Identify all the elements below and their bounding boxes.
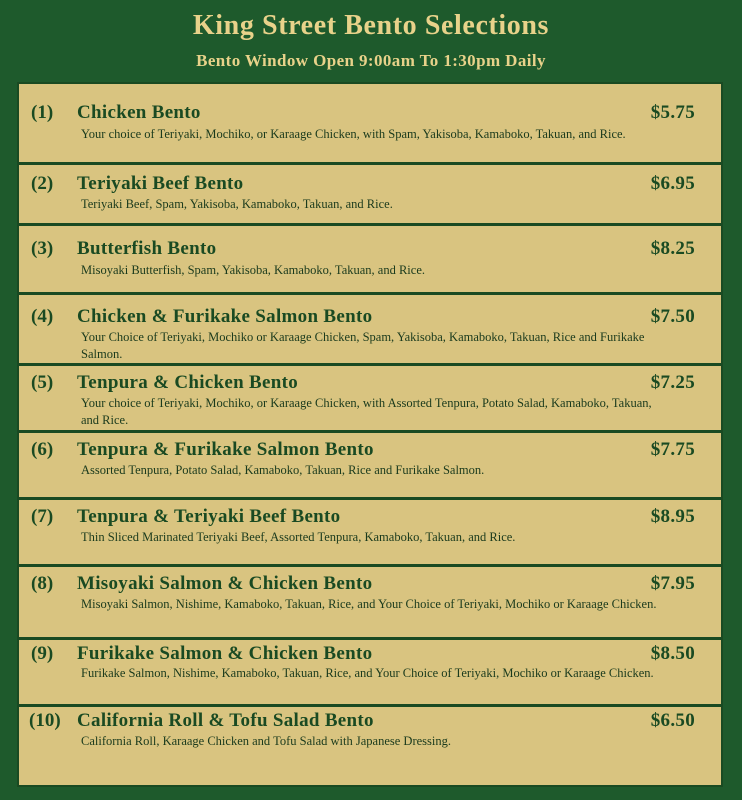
item-description: Your Choice of Teriyaki, Mochiko or Karaage Chicken, Spam, Yakisoba, Kamaboko, Takuan, Rice and Furikake Salmon.	[81, 330, 645, 361]
page-title: King Street Bento Selections	[192, 10, 550, 41]
item-number: (3)	[31, 238, 54, 259]
item-name: Tenpura & Teriyaki Beef Bento	[77, 506, 341, 527]
menu-item-9	[19, 640, 721, 704]
item-price: $8.95	[650, 506, 695, 527]
item-number: (4)	[31, 306, 54, 327]
item-name: Teriyaki Beef Bento	[77, 173, 244, 194]
menu-item-6	[19, 433, 721, 497]
item-description: Assorted Tenpura, Potato Salad, Kamaboko, Takuan, Rice and Furikake Salmon.	[81, 463, 485, 477]
item-number: (1)	[31, 102, 54, 123]
menu-item-8	[19, 567, 721, 637]
item-price: $6.95	[650, 173, 695, 194]
item-number: (8)	[31, 573, 54, 594]
item-number: (9)	[31, 643, 54, 664]
item-number: (2)	[31, 173, 54, 194]
item-name: Tenpura & Chicken Bento	[77, 372, 299, 393]
menu-item-4	[19, 295, 721, 363]
menu-item-10	[19, 707, 721, 785]
item-name: Butterfish Bento	[77, 238, 217, 259]
menu-item-2	[19, 165, 721, 223]
menu-item-7	[19, 500, 721, 564]
item-description: Misoyaki Salmon, Nishime, Kamaboko, Takuan, Rice, and Your Choice of Teriyaki, Mochiko or Karaage Chicken.	[81, 597, 657, 611]
item-price: $7.50	[650, 306, 695, 327]
item-number: (5)	[31, 372, 54, 393]
item-price: $6.50	[650, 710, 695, 731]
item-price: $5.75	[650, 102, 695, 123]
item-number: (7)	[31, 506, 54, 527]
menu-item-3	[19, 226, 721, 292]
menu-header	[0, 0, 742, 84]
menu-panel	[17, 84, 723, 787]
item-name: Chicken Bento	[77, 102, 201, 123]
item-name: Furikake Salmon & Chicken Bento	[77, 643, 373, 664]
item-description: Furikake Salmon, Nishime, Kamaboko, Takuan, Rice, and Your Choice of Teriyaki, Mochiko or Karaage Chicken.	[81, 666, 654, 680]
menu-item-1	[19, 84, 721, 162]
menu-item-5	[19, 366, 721, 430]
item-price: $7.25	[650, 372, 695, 393]
item-name: California Roll & Tofu Salad Bento	[77, 710, 374, 731]
item-price: $7.75	[650, 439, 695, 460]
item-description: Teriyaki Beef, Spam, Yakisoba, Kamaboko, Takuan, and Rice.	[81, 197, 393, 211]
item-description: Misoyaki Butterfish, Spam, Yakisoba, Kamaboko, Takuan, and Rice.	[81, 263, 425, 277]
item-price: $7.95	[650, 573, 695, 594]
item-description: California Roll, Karaage Chicken and Tofu Salad with Japanese Dressing.	[81, 734, 451, 748]
item-description: Your choice of Teriyaki, Mochiko, or Karaage Chicken, with Assorted Tenpura, Potato Salad, Kamaboko, Takuan, and Rice.	[81, 396, 652, 427]
item-description: Thin Sliced Marinated Teriyaki Beef, Assorted Tenpura, Kamaboko, Takuan, and Rice.	[81, 530, 516, 544]
item-price: $8.50	[650, 643, 695, 664]
item-price: $8.25	[650, 238, 695, 259]
item-name: Tenpura & Furikake Salmon Bento	[77, 439, 374, 460]
item-number: (10)	[29, 710, 61, 731]
item-name: Chicken & Furikake Salmon Bento	[77, 306, 373, 327]
panel-bottom-border	[17, 785, 723, 787]
item-name: Misoyaki Salmon & Chicken Bento	[77, 573, 373, 594]
item-description: Your choice of Teriyaki, Mochiko, or Karaage Chicken, with Spam, Yakisoba, Kamaboko, Takuan, and Rice.	[81, 127, 626, 141]
page-subtitle: Bento Window Open 9:00am To 1:30pm Daily	[196, 51, 546, 70]
item-number: (6)	[31, 439, 54, 460]
